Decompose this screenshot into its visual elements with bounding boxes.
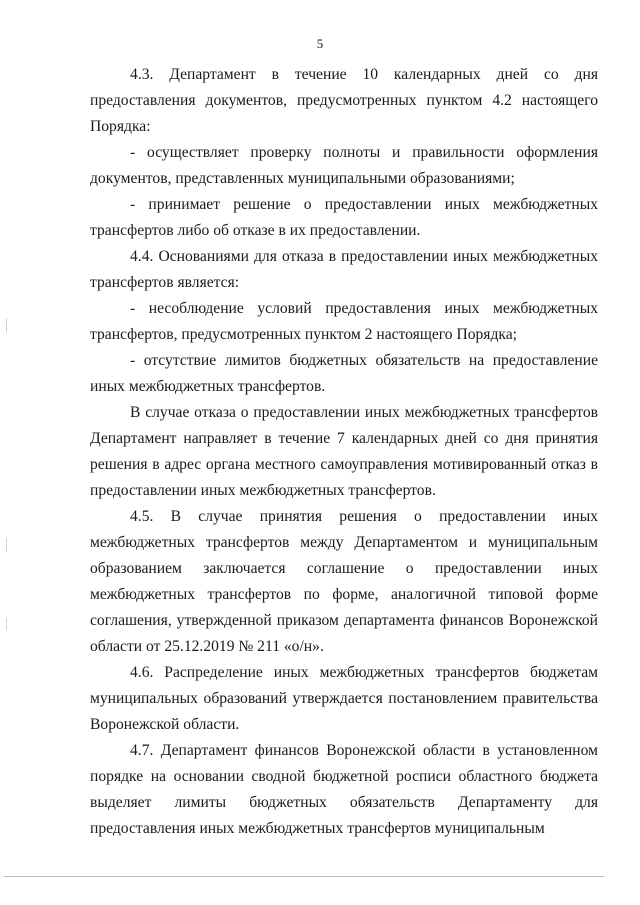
page-bottom-rule <box>4 876 604 877</box>
scan-margin-mark <box>6 318 7 332</box>
page-number: 5 <box>316 36 324 51</box>
paragraph-refusal: В случае отказа о предоставлении иных межбюджетных трансфертов Департамент направляет в течение 7 календарных дней со дня принятия решения в адрес органа местного самоуправления мотивированный отказ в предоставлении иных межбюджетных трансфертов. <box>90 404 598 499</box>
paragraph-4-7: 4.7. Департамент финансов Воронежской области в установленном порядке на основании сводной бюджетной росписи областного бюджета выделяет лимиты бюджетных обязательств Департаменту для предоставления иных межбюджетных трансфертов муниципальным <box>90 742 598 837</box>
paragraph-4-4-item-limits: - отсутствие лимитов бюджетных обязательств на предоставление иных межбюджетных трансфертов. <box>90 352 598 395</box>
paragraph-4-6: 4.6. Распределение иных межбюджетных трансфертов бюджетам муниципальных образований утверждается постановлением правительства Воронежской области. <box>90 664 598 733</box>
scan-margin-mark <box>6 618 7 630</box>
paragraph-4-3-item-decision: - принимает решение о предоставлении иных межбюджетных трансфертов либо об отказе в их предоставлении. <box>90 196 598 239</box>
paragraph-4-3: 4.3. Департамент в течение 10 календарных дней со дня предоставления документов, предусмотренных пунктом 4.2 настоящего Порядка: <box>90 66 598 135</box>
paragraph-4-4: 4.4. Основаниями для отказа в предоставлении иных межбюджетных трансфертов является: <box>90 248 598 291</box>
paragraph-4-5: 4.5. В случае принятия решения о предоставлении иных межбюджетных трансфертов между Департаментом и муниципальным образованием заключается соглашение о предоставлении иных межбюджетных трансфертов по форме, аналогичной типовой форме соглашения, утвержденной приказом департамента финансов Воронежской области от 25.12.2019 № 211 «о/н». <box>90 508 598 655</box>
scan-margin-mark <box>6 538 7 552</box>
document-body <box>90 62 598 842</box>
paragraph-4-3-item-check: - осуществляет проверку полноты и правильности оформления документов, представленных муниципальными образованиями; <box>90 144 598 187</box>
paragraph-4-4-item-conditions: - несоблюдение условий предоставления иных межбюджетных трансфертов, предусмотренных пунктом 2 настоящего Порядка; <box>90 300 598 343</box>
